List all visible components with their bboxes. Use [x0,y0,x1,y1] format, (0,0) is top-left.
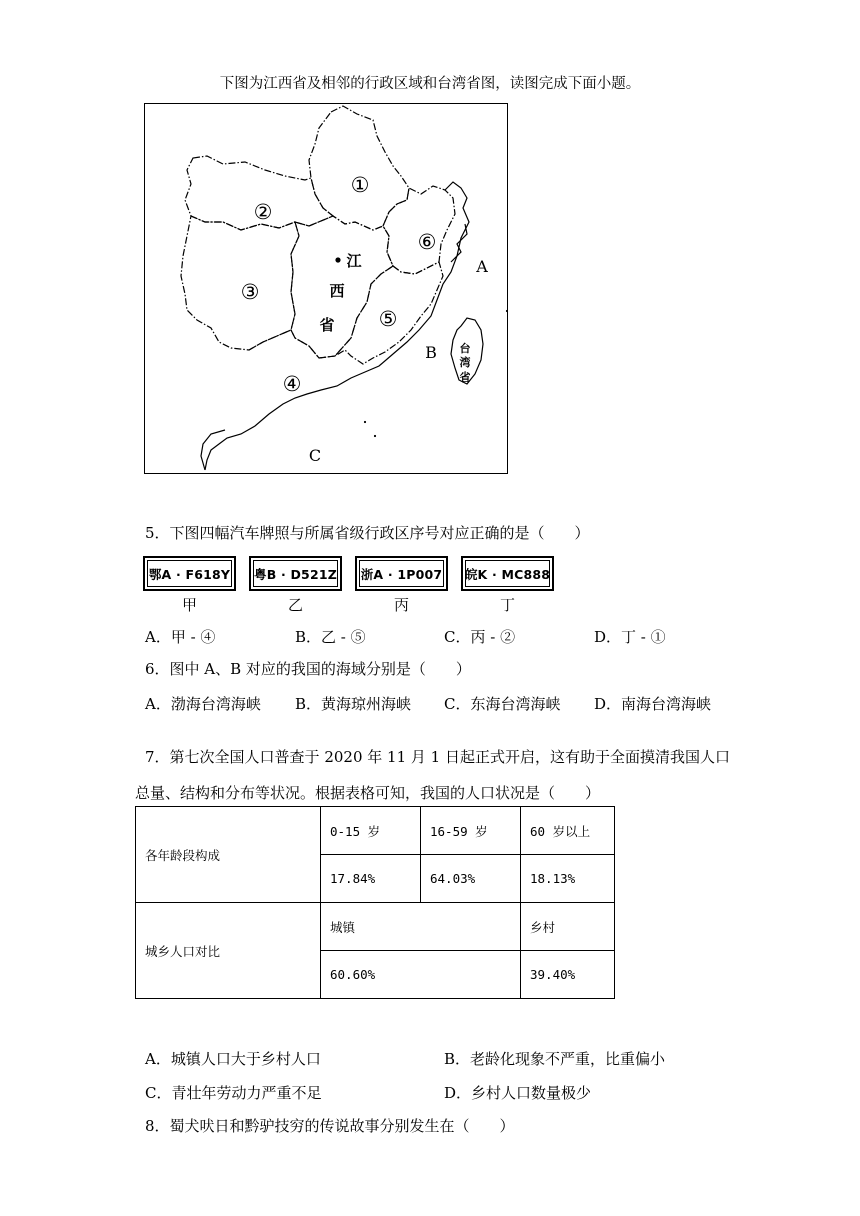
map-label-taiwan-2: 湾 [459,356,471,369]
plate-bing-text: 浙A · 1P007 [359,560,444,587]
plate-jia-caption: 甲 [181,596,197,614]
urban-label: 城镇 [321,903,521,951]
urban-rural-header: 城乡人口对比 [136,903,321,999]
question-7-stem-line-2: 总量、结构和分布等状况。根据表格可知，我国的人口状况是（ ） [135,784,601,802]
age-value-60-plus: 18.13% [521,855,615,903]
plate-ding-caption: 丁 [499,596,515,614]
plate-jia-text: 鄂A · F618Y [147,560,232,587]
age-group-16-59: 16-59 岁 [421,807,521,855]
question-5-option-b[interactable]: B．乙 - ⑤ [295,628,366,646]
plate-yi-caption: 乙 [287,596,303,614]
question-5-option-c[interactable]: C．丙 - ② [444,628,516,646]
plate-ding [461,556,554,591]
question-7-option-c[interactable]: C．青壮年劳动力严重不足 [145,1084,322,1102]
question-6-option-c[interactable]: C．东海台湾海峡 [444,695,561,713]
intro-text: 下图为江西省及相邻的行政区域和台湾省图，读图完成下面小题。 [219,76,641,92]
map-label-sea-b: B [425,343,437,362]
age-group-60-plus: 60 岁以上 [521,807,615,855]
plate-yi [249,556,342,591]
map-label-region-3: ③ [240,280,260,304]
plate-jia [143,556,236,591]
question-7-option-b[interactable]: B．老龄化现象不严重，比重偏小 [444,1050,666,1068]
map-label-taiwan-3: 省 [459,371,471,384]
urban-value: 60.60% [321,951,521,999]
question-6-option-d[interactable]: D．南海台湾海峡 [594,695,712,713]
map-label-region-2: ② [253,200,273,224]
rural-label: 乡村 [521,903,615,951]
question-6-stem: 6．图中 A、B 对应的我国的海域分别是（ ） [145,660,471,678]
map-label-jiangxi-2: 西 [329,282,345,300]
question-6-option-b[interactable]: B．黄海琼州海峡 [295,695,412,713]
question-8-stem: 8．蜀犬吠日和黔驴技穷的传说故事分别发生在（ ） [145,1117,515,1135]
question-7-stem-line-1: 7．第七次全国人口普查于 2020 年 11 月 1 日起正式开启，这有助于全面摸清我国人口 [145,748,730,766]
map-label-region-4: ④ [282,372,302,396]
age-value-16-59: 64.03% [421,855,521,903]
map-svg [145,104,507,473]
rural-value: 39.40% [521,951,615,999]
population-table [135,806,615,999]
map-label-region-1: ① [350,173,370,197]
map-figure [144,103,508,474]
question-7-option-a[interactable]: A．城镇人口大于乡村人口 [145,1050,321,1068]
plate-bing [355,556,448,591]
question-6-option-a[interactable]: A．渤海台湾海峡 [145,695,261,713]
map-label-region-6: ⑥ [417,230,437,254]
plate-yi-text: 粤B · D521Z [253,560,338,587]
map-label-sea-a: A [476,257,488,276]
map-label-jiangxi-1: 江 [346,252,362,270]
age-structure-header: 各年龄段构成 [136,807,321,903]
plate-ding-text: 皖K · MC888 [465,560,550,587]
license-plates [143,556,563,616]
map-label-jiangxi-3: 省 [319,316,335,334]
map-label-region-5: ⑤ [378,307,398,331]
question-7-option-d[interactable]: D．乡村人口数量极少 [444,1084,592,1102]
age-value-0-15: 17.84% [321,855,421,903]
question-5-stem: 5．下图四幅汽车牌照与所属省级行政区序号对应正确的是（ ） [145,524,590,542]
map-label-taiwan-1: 台 [459,342,471,355]
question-5-option-a[interactable]: A．甲 - ④ [145,628,216,646]
map-label-sea-c: C [308,446,322,465]
plate-bing-caption: 丙 [393,596,409,614]
question-5-option-d[interactable]: D．丁 - ① [594,628,666,646]
age-group-0-15: 0-15 岁 [321,807,421,855]
